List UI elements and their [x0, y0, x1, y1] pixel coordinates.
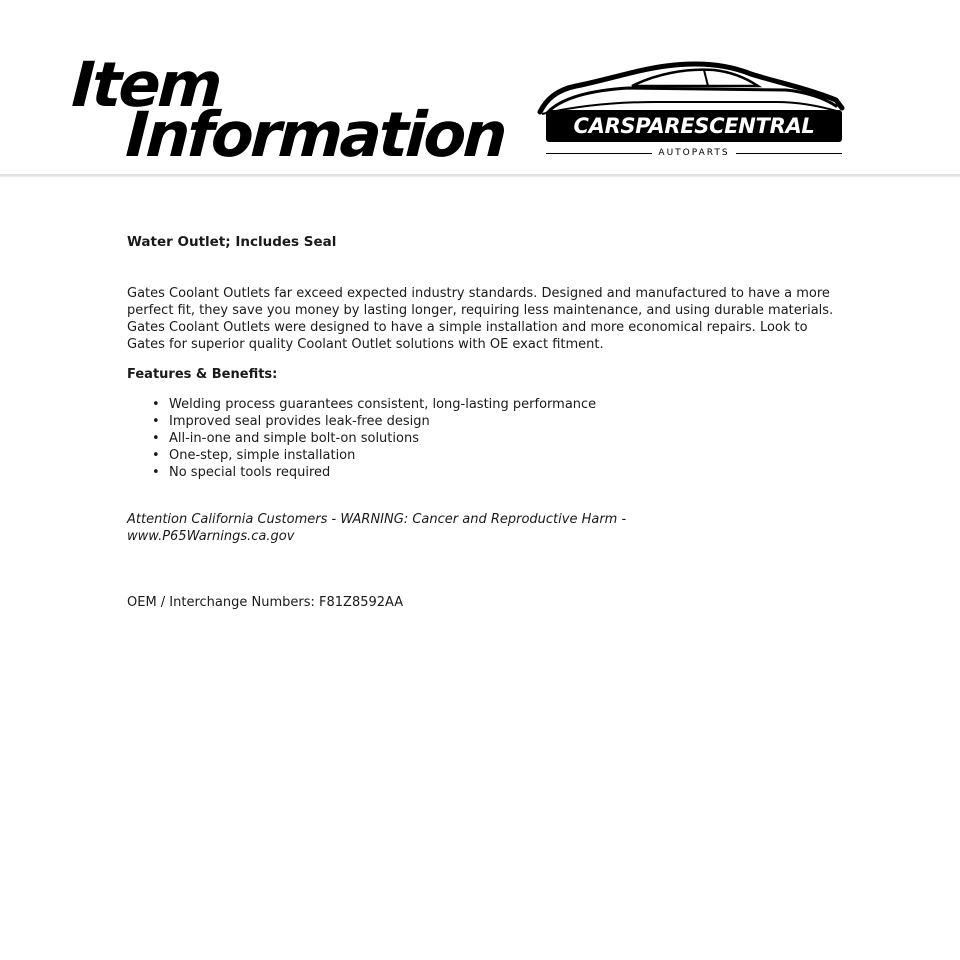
logo-rule-left: [546, 153, 652, 154]
brand-logo: [536, 60, 848, 164]
page-title-line-1: Item: [70, 48, 222, 121]
header-divider: [0, 174, 960, 177]
logo-subtitle: AUTOPARTS: [658, 148, 730, 158]
list-item: • Improved seal provides leak-free design: [152, 413, 837, 430]
list-item: • All-in-one and simple bolt-on solutions: [152, 430, 837, 447]
logo-subtitle-row: [546, 146, 842, 160]
page-title-line-2: Information: [124, 98, 507, 171]
features-heading: Features & Benefits:: [127, 367, 278, 382]
logo-banner: [546, 110, 842, 142]
features-list: [127, 396, 837, 481]
list-item: • Welding process guarantees consistent, long-lasting performance: [152, 396, 837, 413]
list-item: • One-step, simple installation: [152, 447, 837, 464]
header: [0, 0, 960, 176]
product-description: Gates Coolant Outlets far exceed expected industry standards. Designed and manufactured to have a more perfect fit, they save you money by lasting longer, requiring less maintenance, and using durable materials. Gates Coolant Outlets were designed to have a simple installation and more economical repairs. Look to Gates for superior quality Coolant Outlet solutions with OE exact fitment.: [127, 286, 834, 352]
oem-numbers: OEM / Interchange Numbers: F81Z8592AA: [127, 595, 404, 610]
logo-brand-name: CARSPARESCENTRAL: [573, 114, 815, 138]
product-title: Water Outlet; Includes Seal: [127, 234, 337, 250]
item-description: [127, 234, 837, 611]
sports-car-silhouette-icon: [536, 60, 848, 116]
list-item: • No special tools required: [152, 464, 837, 481]
logo-rule-right: [736, 153, 842, 154]
prop65-warning: Attention California Customers - WARNING: Cancer and Reproductive Harm - www.P65Warnings.ca.gov: [127, 512, 627, 544]
